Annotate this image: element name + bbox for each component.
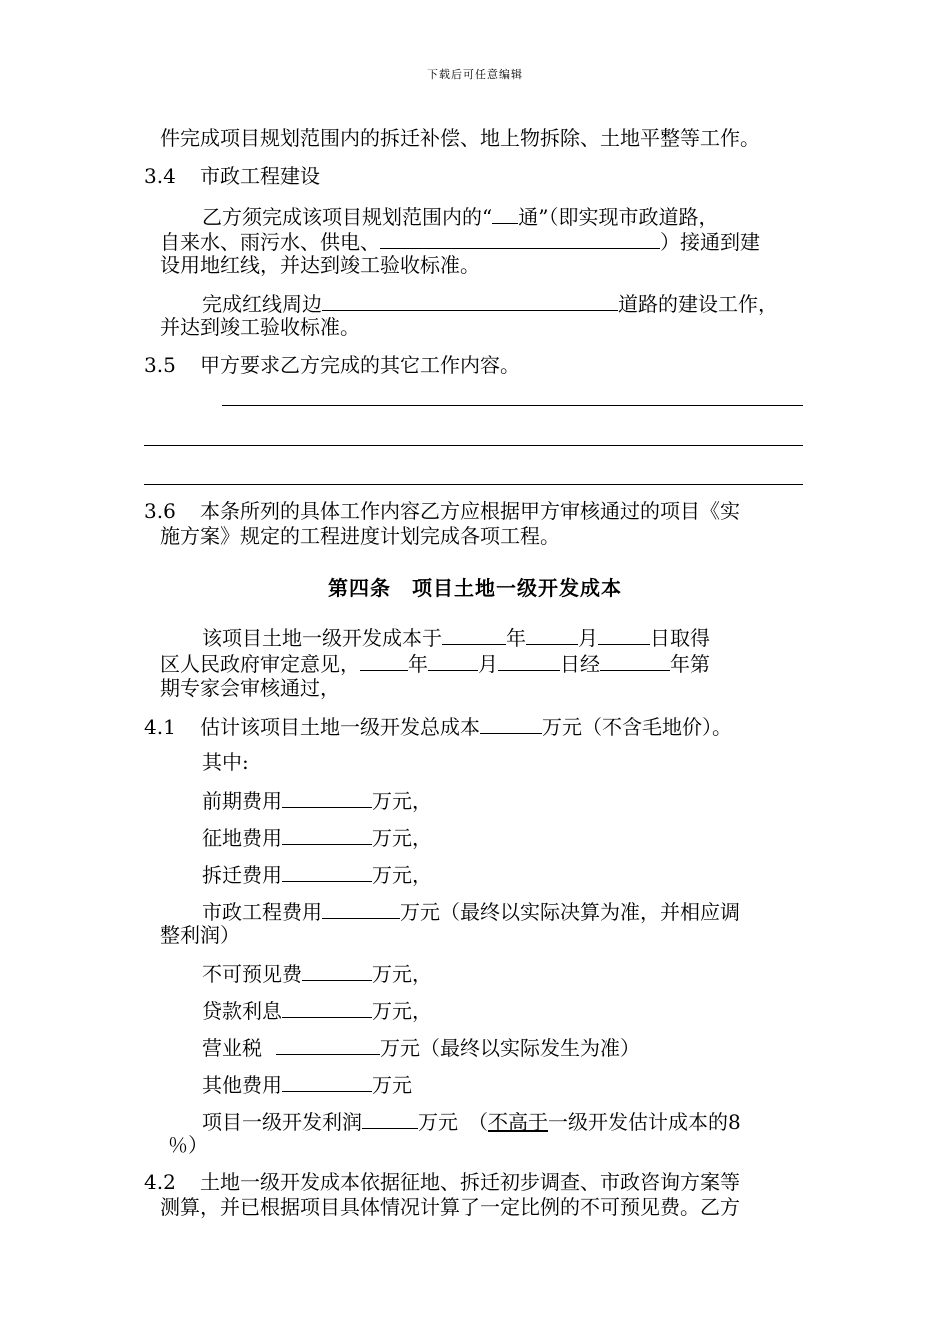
section-title: 甲方要求乙方完成的其它工作内容。 <box>200 353 520 377</box>
label: 贷款利息 <box>202 999 282 1023</box>
fill-blank[interactable] <box>322 290 618 311</box>
text: 区人民政府审定意见， <box>160 652 360 676</box>
text: 年第 <box>670 652 710 676</box>
section-3-4 <box>144 164 320 188</box>
paragraph-line <box>202 624 710 650</box>
fill-blank[interactable] <box>282 824 372 845</box>
cost-item <box>202 1071 412 1097</box>
section-number: 3.4 <box>144 164 176 188</box>
label: 拆迁费用 <box>202 863 282 887</box>
paragraph-line <box>202 290 778 316</box>
profit-line <box>202 1108 741 1134</box>
paragraph-line <box>160 650 710 676</box>
paragraph-line: 并达到竣工验收标准。 <box>160 315 360 339</box>
text: 万元 （ <box>418 1110 488 1134</box>
fill-blank[interactable] <box>442 624 506 645</box>
cost-item <box>202 861 432 887</box>
section-4-2 <box>144 1170 740 1194</box>
text: 月 <box>478 652 498 676</box>
cost-item <box>202 824 432 850</box>
fill-blank[interactable] <box>598 624 650 645</box>
section-3-6 <box>144 499 740 523</box>
fill-blank[interactable] <box>322 898 400 919</box>
text: 估计该项目土地一级开发总成本 <box>200 715 480 739</box>
text: 乙方须完成该项目规划范围内的“ <box>202 205 493 229</box>
fill-blank[interactable] <box>600 650 670 671</box>
section-number: 3.5 <box>144 353 176 377</box>
paragraph-line: 测算，并已根据项目具体情况计算了一定比例的不可预见费。乙方 <box>160 1195 740 1219</box>
fill-blank[interactable] <box>362 1108 418 1129</box>
paragraph-line: 其中: <box>202 750 249 774</box>
section-title: 市政工程建设 <box>200 164 320 188</box>
cost-item <box>202 787 432 813</box>
text: 年 <box>408 652 428 676</box>
paragraph-line: 施方案》规定的工程进度计划完成各项工程。 <box>160 524 560 548</box>
fill-blank[interactable] <box>282 1071 372 1092</box>
text: 年 <box>506 626 526 650</box>
fill-blank[interactable] <box>282 997 372 1018</box>
fill-line[interactable] <box>144 484 803 485</box>
paragraph-line: 设用地红线，并达到竣工验收标准。 <box>160 253 480 277</box>
label: 其他费用 <box>202 1073 282 1097</box>
paragraph-line <box>202 203 718 229</box>
fill-blank[interactable] <box>360 650 408 671</box>
cost-item <box>202 997 432 1023</box>
fill-blank[interactable] <box>526 624 578 645</box>
cost-item <box>202 898 740 924</box>
fill-blank[interactable] <box>492 203 518 224</box>
text: 日取得 <box>650 626 710 650</box>
section-text: 本条所列的具体工作内容乙方应根据甲方审核通过的项目《实 <box>200 499 740 523</box>
fill-blank[interactable] <box>428 650 478 671</box>
article-heading: 第四条 项目土地一级开发成本 <box>328 576 622 600</box>
page-header: 下载后可任意编辑 <box>427 68 523 81</box>
label: 征地费用 <box>202 826 282 850</box>
unit: 万元（最终以实际发生为准） <box>380 1036 640 1060</box>
text: 自来水、雨污水、供电、 <box>160 230 380 254</box>
fill-blank[interactable] <box>276 1034 380 1055</box>
fill-line[interactable] <box>144 445 803 446</box>
text: 万元（不含毛地价）。 <box>542 715 732 739</box>
fill-line[interactable] <box>222 405 803 406</box>
paragraph-line: 期专家会审核通过， <box>160 676 340 700</box>
unit: 万元， <box>372 999 432 1023</box>
unit: 万元， <box>372 962 432 986</box>
label: 不可预见费 <box>202 962 302 986</box>
label: 市政工程费用 <box>202 900 322 924</box>
text: 道路的建设工作， <box>618 292 778 316</box>
fill-blank[interactable] <box>498 650 560 671</box>
unit: 万元， <box>372 863 432 887</box>
label: 前期费用 <box>202 789 282 813</box>
paragraph-line: ％） <box>168 1133 208 1157</box>
text: 日经 <box>560 652 600 676</box>
cost-item <box>202 960 432 986</box>
paragraph-line <box>160 228 760 254</box>
text: 该项目土地一级开发成本于 <box>202 626 442 650</box>
section-4-1 <box>144 713 732 739</box>
unit: 万元， <box>372 789 432 813</box>
label: 项目一级开发利润 <box>202 1110 362 1134</box>
text: 通”（即实现市政道路， <box>518 205 719 229</box>
text: ）接通到建 <box>660 230 760 254</box>
unit: 万元 <box>372 1073 412 1097</box>
text: 月 <box>578 626 598 650</box>
unit: 万元， <box>372 826 432 850</box>
unit: 万元（最终以实际决算为准，并相应调 <box>400 900 740 924</box>
text: 一级开发估计成本的8 <box>548 1110 741 1134</box>
paragraph-line: 件完成项目规划范围内的拆迁补偿、地上物拆除、土地平整等工作。 <box>160 126 760 150</box>
fill-blank[interactable] <box>282 787 372 808</box>
section-number: 4.2 <box>144 1170 176 1194</box>
section-text: 土地一级开发成本依据征地、拆迁初步调查、市政咨询方案等 <box>200 1170 740 1194</box>
text: 完成红线周边 <box>202 292 322 316</box>
underlined-text: 不高于 <box>488 1110 548 1134</box>
fill-blank[interactable] <box>380 228 660 249</box>
section-3-5 <box>144 353 520 377</box>
paragraph-line: 整利润） <box>160 923 240 947</box>
section-number: 3.6 <box>144 499 176 523</box>
cost-item <box>202 1034 640 1060</box>
fill-blank[interactable] <box>282 861 372 882</box>
fill-blank[interactable] <box>480 713 542 734</box>
fill-blank[interactable] <box>302 960 372 981</box>
section-number: 4.1 <box>144 715 176 739</box>
label: 营业税 <box>202 1036 262 1060</box>
